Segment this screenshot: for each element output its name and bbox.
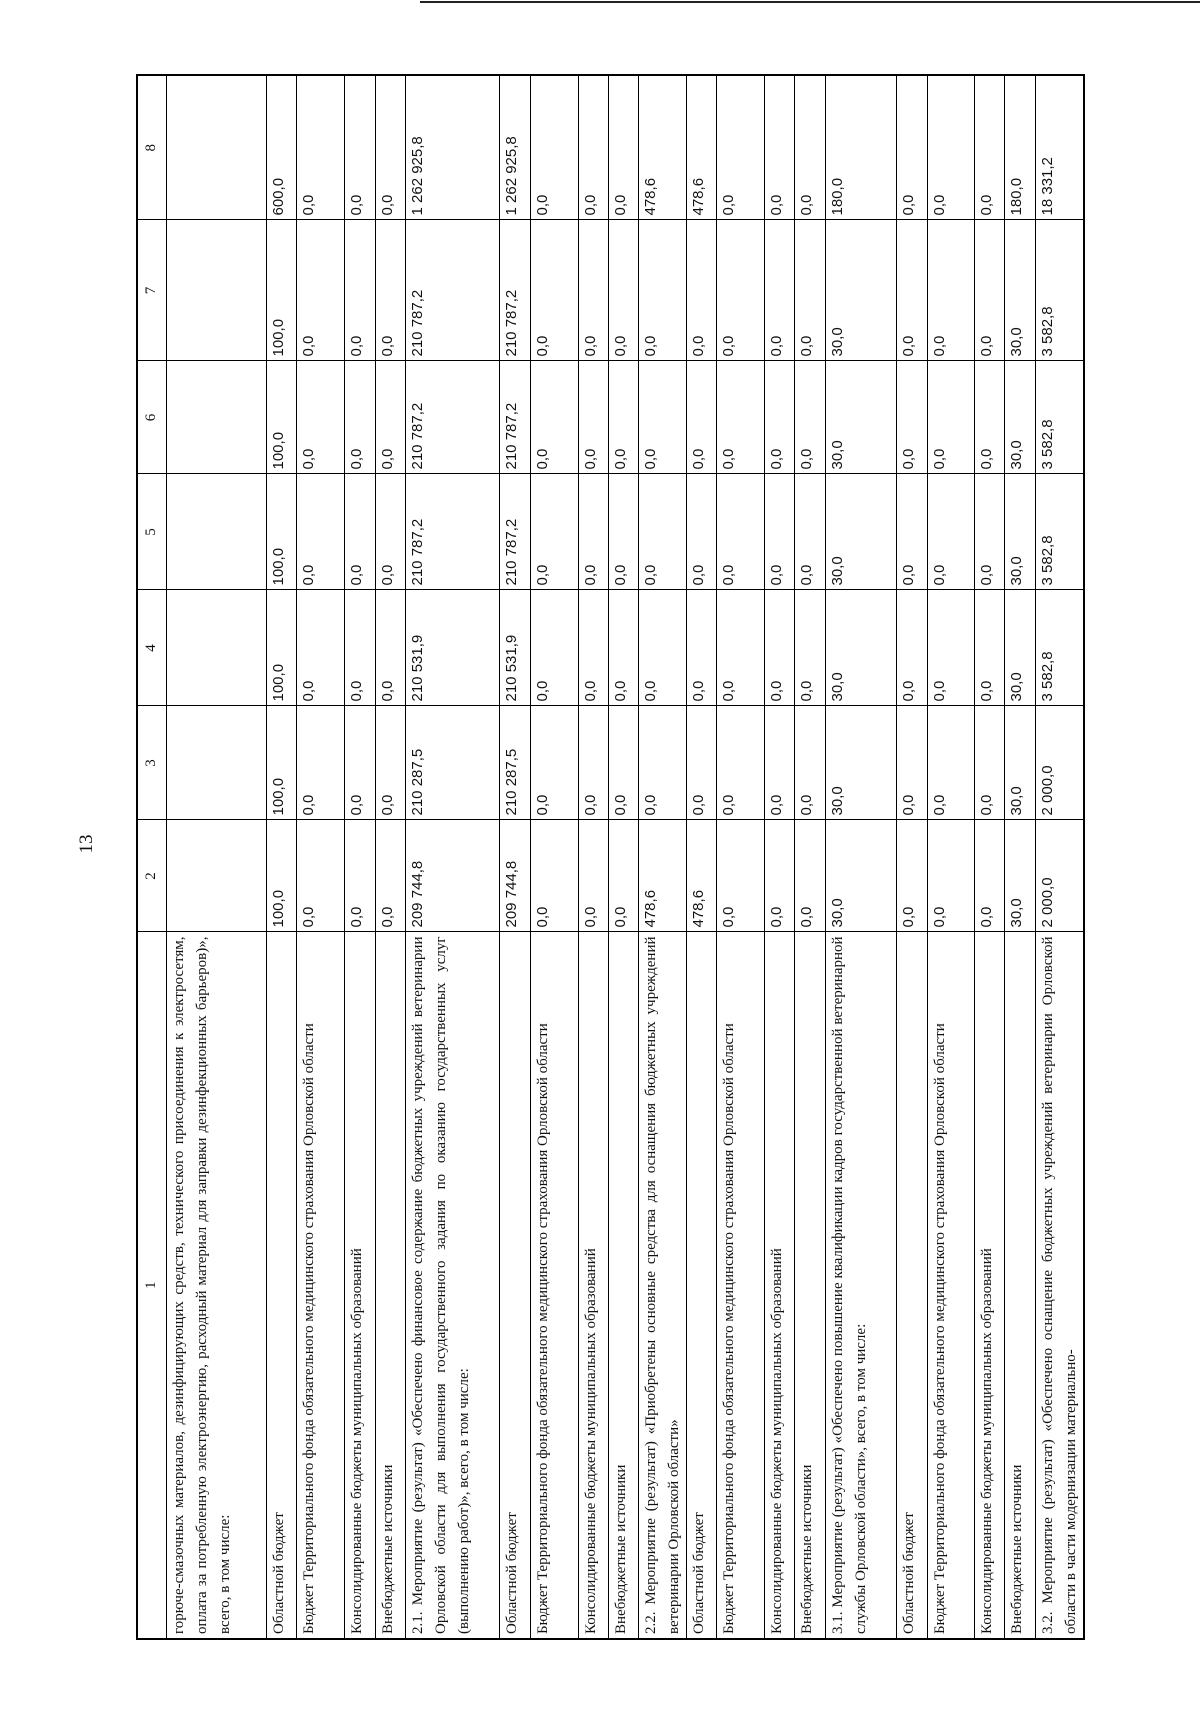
scan-edge-line [420, 1, 1200, 3]
value-cell-col3: 0,0 [896, 706, 927, 820]
value-cell-col8: 0,0 [608, 75, 638, 220]
table-row [530, 75, 578, 1639]
rotated-table-container [136, 76, 1081, 1640]
value-cell-col6: 0,0 [794, 361, 825, 474]
value-cell-col6: 0,0 [530, 361, 578, 474]
value-cell-col5: 0,0 [716, 474, 764, 590]
value-cell-col5: 30,0 [1004, 474, 1035, 590]
column-header-1: 1 [137, 932, 166, 1639]
value-cell-col5: 0,0 [530, 474, 578, 590]
table-body [137, 75, 1084, 1639]
value-cell-col5: 0,0 [578, 474, 608, 590]
value-cell-col6: 0,0 [686, 361, 716, 474]
row-label: Бюджет Территориального фонда обязательного медицинского страхования Орловской области [530, 932, 578, 1639]
value-cell-col8: 0,0 [578, 75, 608, 220]
value-cell-col6 [166, 361, 266, 474]
value-cell-col8: 1 262 925,8 [499, 75, 530, 220]
value-cell-col6: 0,0 [344, 361, 375, 474]
table-row [927, 75, 974, 1639]
row-label: Областной бюджет [266, 932, 296, 1639]
table-row [1035, 75, 1084, 1639]
value-cell-col3: 0,0 [716, 706, 764, 820]
value-cell-col3: 210 287,5 [405, 706, 499, 820]
table-row [794, 75, 825, 1639]
value-cell-col3: 0,0 [608, 706, 638, 820]
value-cell-col8: 0,0 [375, 75, 405, 220]
value-cell-col4: 0,0 [375, 590, 405, 706]
value-cell-col8: 478,6 [686, 75, 716, 220]
value-cell-col5: 0,0 [375, 474, 405, 590]
value-cell-col2: 2 000,0 [1035, 820, 1084, 932]
value-cell-col8: 180,0 [825, 75, 896, 220]
value-cell-col7: 0,0 [530, 220, 578, 361]
value-cell-col8: 0,0 [530, 75, 578, 220]
row-label: Консолидированные бюджеты муниципальных образований [974, 932, 1004, 1639]
value-cell-col7 [166, 220, 266, 361]
value-cell-col4: 210 531,9 [405, 590, 499, 706]
value-cell-col5: 0,0 [896, 474, 927, 590]
value-cell-col7: 0,0 [608, 220, 638, 361]
value-cell-col5 [166, 474, 266, 590]
value-cell-col8: 0,0 [296, 75, 344, 220]
value-cell-col4: 0,0 [927, 590, 974, 706]
value-cell-col7: 0,0 [296, 220, 344, 361]
value-cell-col8: 478,6 [638, 75, 686, 220]
value-cell-col8: 1 262 925,8 [405, 75, 499, 220]
table-row [578, 75, 608, 1639]
value-cell-col7: 0,0 [716, 220, 764, 361]
value-cell-col3: 2 000,0 [1035, 706, 1084, 820]
value-cell-col7: 0,0 [686, 220, 716, 361]
table-row [375, 75, 405, 1639]
value-cell-col2: 209 744,8 [499, 820, 530, 932]
value-cell-col3: 30,0 [1004, 706, 1035, 820]
table-row [608, 75, 638, 1639]
value-cell-col2: 0,0 [794, 820, 825, 932]
value-cell-col2: 0,0 [716, 820, 764, 932]
value-cell-col3: 0,0 [530, 706, 578, 820]
value-cell-col4: 210 531,9 [499, 590, 530, 706]
value-cell-col5: 100,0 [266, 474, 296, 590]
value-cell-col6: 30,0 [825, 361, 896, 474]
value-cell-col8: 18 331,2 [1035, 75, 1084, 220]
value-cell-col3: 0,0 [296, 706, 344, 820]
value-cell-col7: 0,0 [794, 220, 825, 361]
value-cell-col6: 0,0 [716, 361, 764, 474]
column-header-3: 3 [137, 706, 166, 820]
value-cell-col7: 3 582,8 [1035, 220, 1084, 361]
value-cell-col4: 3 582,8 [1035, 590, 1084, 706]
value-cell-col3: 0,0 [794, 706, 825, 820]
column-header-4: 4 [137, 590, 166, 706]
value-cell-col8: 0,0 [344, 75, 375, 220]
table-row [974, 75, 1004, 1639]
value-cell-col8: 0,0 [764, 75, 794, 220]
value-cell-col6: 0,0 [974, 361, 1004, 474]
value-cell-col5: 3 582,8 [1035, 474, 1084, 590]
budget-table [136, 74, 1085, 1640]
row-label: Консолидированные бюджеты муниципальных образований [344, 932, 375, 1639]
row-label: 3.2. Мероприятие (результат) «Обеспечено оснащение бюджетных учреждений ветеринарии Орловской области в части модернизации материально- [1035, 932, 1084, 1639]
column-header-2: 2 [137, 820, 166, 932]
row-label: Областной бюджет [896, 932, 927, 1639]
header-row [137, 75, 166, 1639]
value-cell-col2: 478,6 [686, 820, 716, 932]
value-cell-col4: 30,0 [825, 590, 896, 706]
value-cell-col6: 30,0 [1004, 361, 1035, 474]
row-label: Бюджет Территориального фонда обязательного медицинского страхования Орловской области [296, 932, 344, 1639]
value-cell-col2: 0,0 [530, 820, 578, 932]
value-cell-col2: 30,0 [1004, 820, 1035, 932]
value-cell-col7: 0,0 [764, 220, 794, 361]
value-cell-col3: 100,0 [266, 706, 296, 820]
value-cell-col5: 0,0 [974, 474, 1004, 590]
value-cell-col2: 0,0 [896, 820, 927, 932]
value-cell-col5: 30,0 [825, 474, 896, 590]
value-cell-col7: 210 787,2 [499, 220, 530, 361]
value-cell-col2: 0,0 [375, 820, 405, 932]
row-label: 2.1. Мероприятие (результат) «Обеспечено финансовое содержание бюджетных учреждений ветеринарии Орловской области для выполнения государственного задания по оказанию государственных услуг (выполнению работ)», всего, в том числе: [405, 932, 499, 1639]
table-row [686, 75, 716, 1639]
value-cell-col4: 0,0 [686, 590, 716, 706]
value-cell-col3: 30,0 [825, 706, 896, 820]
value-cell-col6: 0,0 [296, 361, 344, 474]
value-cell-col7: 100,0 [266, 220, 296, 361]
value-cell-col5: 0,0 [638, 474, 686, 590]
column-header-5: 5 [137, 474, 166, 590]
value-cell-col6: 0,0 [638, 361, 686, 474]
value-cell-col4: 0,0 [578, 590, 608, 706]
row-label: Внебюджетные источники [794, 932, 825, 1639]
value-cell-col5: 0,0 [764, 474, 794, 590]
value-cell-col2: 209 744,8 [405, 820, 499, 932]
value-cell-col2: 0,0 [608, 820, 638, 932]
value-cell-col5: 210 787,2 [405, 474, 499, 590]
value-cell-col4: 0,0 [638, 590, 686, 706]
value-cell-col7: 210 787,2 [405, 220, 499, 361]
value-cell-col4: 100,0 [266, 590, 296, 706]
column-header-6: 6 [137, 361, 166, 474]
value-cell-col5: 0,0 [927, 474, 974, 590]
value-cell-col4: 0,0 [608, 590, 638, 706]
value-cell-col3: 0,0 [927, 706, 974, 820]
table-row [716, 75, 764, 1639]
value-cell-col7: 0,0 [896, 220, 927, 361]
row-label: Внебюджетные источники [608, 932, 638, 1639]
row-label: Консолидированные бюджеты муниципальных образований [764, 932, 794, 1639]
table-row [166, 75, 266, 1639]
row-label: Областной бюджет [686, 932, 716, 1639]
value-cell-col2: 0,0 [974, 820, 1004, 932]
value-cell-col2: 0,0 [927, 820, 974, 932]
value-cell-col2: 0,0 [764, 820, 794, 932]
value-cell-col5: 0,0 [344, 474, 375, 590]
value-cell-col6: 0,0 [896, 361, 927, 474]
value-cell-col4: 0,0 [344, 590, 375, 706]
value-cell-col8: 0,0 [794, 75, 825, 220]
value-cell-col4: 0,0 [896, 590, 927, 706]
value-cell-col2: 0,0 [296, 820, 344, 932]
value-cell-col8: 180,0 [1004, 75, 1035, 220]
value-cell-col8: 0,0 [974, 75, 1004, 220]
value-cell-col5: 0,0 [686, 474, 716, 590]
value-cell-col7: 0,0 [578, 220, 608, 361]
value-cell-col4: 0,0 [530, 590, 578, 706]
value-cell-col7: 30,0 [825, 220, 896, 361]
value-cell-col2: 0,0 [578, 820, 608, 932]
row-label: Внебюджетные источники [375, 932, 405, 1639]
value-cell-col2 [166, 820, 266, 932]
value-cell-col2: 30,0 [825, 820, 896, 932]
value-cell-col5: 0,0 [608, 474, 638, 590]
value-cell-col4: 0,0 [716, 590, 764, 706]
table-row [896, 75, 927, 1639]
value-cell-col6: 0,0 [375, 361, 405, 474]
value-cell-col3: 0,0 [974, 706, 1004, 820]
value-cell-col8 [166, 75, 266, 220]
value-cell-col5: 0,0 [296, 474, 344, 590]
value-cell-col6: 0,0 [578, 361, 608, 474]
value-cell-col4: 30,0 [1004, 590, 1035, 706]
value-cell-col3: 0,0 [686, 706, 716, 820]
table-row [1004, 75, 1035, 1639]
value-cell-col6: 0,0 [764, 361, 794, 474]
table-row [499, 75, 530, 1639]
row-label: горюче-смазочных материалов, дезинфицирующих средств, технического присоединения к электросетям, оплата за потребленную электроэнергию, расходный материал для заправки дезинфекционных барьеров)», всего, в том числе: [166, 932, 266, 1639]
value-cell-col7: 0,0 [344, 220, 375, 361]
table-row [266, 75, 296, 1639]
value-cell-col3: 0,0 [764, 706, 794, 820]
page-number: 13 [76, 834, 97, 854]
value-cell-col3: 0,0 [578, 706, 608, 820]
value-cell-col7: 0,0 [375, 220, 405, 361]
value-cell-col8: 0,0 [896, 75, 927, 220]
row-label: Консолидированные бюджеты муниципальных образований [578, 932, 608, 1639]
value-cell-col7: 0,0 [927, 220, 974, 361]
row-label: 2.2. Мероприятие (результат) «Приобретены основные средства для оснащения бюджетных учреждений ветеринарии Орловской области» [638, 932, 686, 1639]
value-cell-col3: 0,0 [375, 706, 405, 820]
value-cell-col2: 100,0 [266, 820, 296, 932]
value-cell-col6: 3 582,8 [1035, 361, 1084, 474]
table-row [296, 75, 344, 1639]
value-cell-col5: 210 787,2 [499, 474, 530, 590]
row-label: Областной бюджет [499, 932, 530, 1639]
value-cell-col7: 0,0 [638, 220, 686, 361]
column-header-8: 8 [137, 75, 166, 220]
value-cell-col4 [166, 590, 266, 706]
value-cell-col3: 0,0 [638, 706, 686, 820]
value-cell-col4: 0,0 [296, 590, 344, 706]
value-cell-col3 [166, 706, 266, 820]
value-cell-col4: 0,0 [764, 590, 794, 706]
value-cell-col8: 600,0 [266, 75, 296, 220]
value-cell-col5: 0,0 [794, 474, 825, 590]
value-cell-col3: 0,0 [344, 706, 375, 820]
value-cell-col7: 0,0 [974, 220, 1004, 361]
value-cell-col2: 0,0 [344, 820, 375, 932]
value-cell-col4: 0,0 [974, 590, 1004, 706]
table-row [764, 75, 794, 1639]
table-row [405, 75, 499, 1639]
value-cell-col8: 0,0 [927, 75, 974, 220]
value-cell-col6: 210 787,2 [499, 361, 530, 474]
value-cell-col2: 478,6 [638, 820, 686, 932]
row-label: Бюджет Территориального фонда обязательного медицинского страхования Орловской области [927, 932, 974, 1639]
table-row [344, 75, 375, 1639]
value-cell-col6: 0,0 [608, 361, 638, 474]
row-label: 3.1. Мероприятие (результат) «Обеспечено повышение квалификации кадров государственной ветеринарной службы Орловской области», всего, в том числе: [825, 932, 896, 1639]
value-cell-col4: 0,0 [794, 590, 825, 706]
value-cell-col6: 0,0 [927, 361, 974, 474]
column-header-7: 7 [137, 220, 166, 361]
table-row [638, 75, 686, 1639]
row-label: Бюджет Территориального фонда обязательного медицинского страхования Орловской области [716, 932, 764, 1639]
value-cell-col8: 0,0 [716, 75, 764, 220]
value-cell-col3: 210 287,5 [499, 706, 530, 820]
table-row [825, 75, 896, 1639]
row-label: Внебюджетные источники [1004, 932, 1035, 1639]
value-cell-col7: 30,0 [1004, 220, 1035, 361]
value-cell-col6: 100,0 [266, 361, 296, 474]
value-cell-col6: 210 787,2 [405, 361, 499, 474]
